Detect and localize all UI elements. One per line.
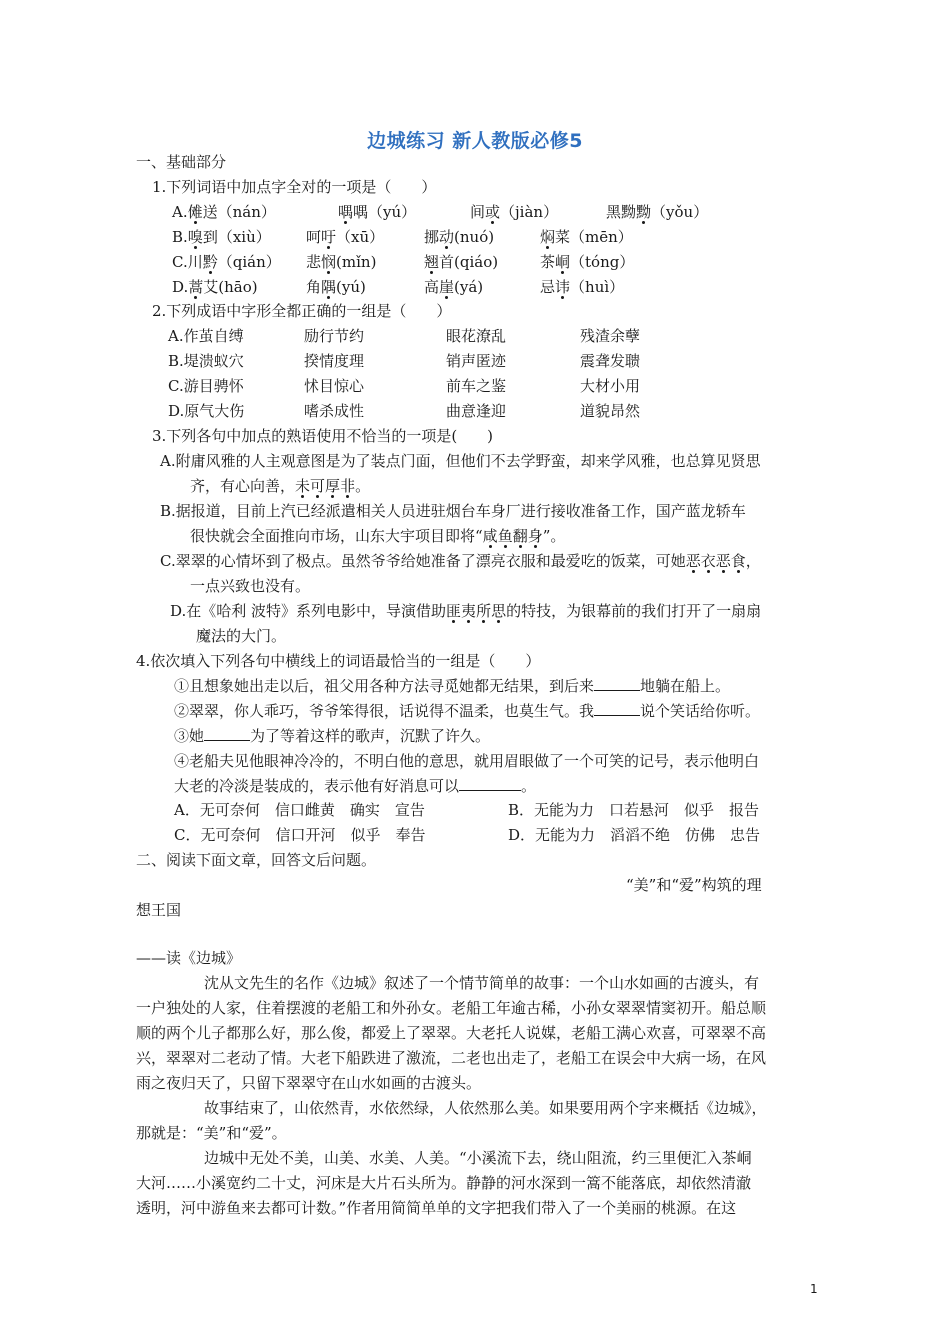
q3-option-a-line2: 齐，有心向善，未可厚非。 (190, 477, 371, 495)
q4-option-d: D．无能为力 滔滔不绝 仿佛 忠告 (508, 826, 761, 844)
q2-idiom: B.堤溃蚁穴 (168, 352, 244, 370)
q1-option-a-term-3: 间或（jiàn） (470, 203, 559, 221)
q4-sentence-4: ④老船夫见他眼神冷冷的，不明白他的意思，就用眉眼做了一个可笑的记号，表示他明白 (174, 752, 760, 770)
q2-idiom: 眼花潦乱 (446, 327, 507, 345)
dotted-character: 动 (439, 228, 455, 246)
q3-option-b-line2: 很快就会全面推向市场，山东大宇项目即将“咸鱼翻身”。 (190, 527, 566, 545)
article-title-line1: “美”和“爱”构筑的理 (626, 876, 762, 894)
dotted-character: 身 (527, 527, 543, 545)
article-line: 兴，翠翠对二老动了情。大老下船跌进了激流，二老也出走了，老船工在误会中大病一场，在风 (136, 1049, 767, 1067)
article-title-line2: 想王国 (136, 901, 182, 919)
q4-option-a: A．无可奈何 信口雌黄 确实 宣告 (174, 801, 425, 819)
q2-idiom: A.作茧自缚 (168, 327, 244, 345)
q3-d-dotted-phrase (446, 602, 506, 620)
q1-option-a-term-4: 黑黝黝（yǒu） (606, 203, 709, 221)
q2-idiom: 揆情度理 (304, 352, 365, 370)
q1-option-label: C. (172, 253, 188, 271)
article-line: 顺的两个儿子都那么好，那么俊，都爱上了翠翠。大老托人说媒，老船工满心欢喜，可翠翠不高 (136, 1024, 767, 1042)
dotted-character: 傩 (187, 203, 203, 221)
dotted-character: 恶 (715, 552, 731, 570)
q2-idiom: C.游目骋怀 (168, 377, 244, 395)
dotted-character: 咸 (482, 527, 498, 545)
q1-stem: 1.下列词语中加点字全对的一项是（ ） (152, 178, 437, 196)
q1-option-b-term-3: 挪动(nuó) (424, 228, 495, 246)
dotted-character: 或 (485, 203, 501, 221)
dotted-character: 蒿 (188, 278, 204, 296)
dotted-character: 可 (310, 477, 326, 495)
section-1-heading: 一、基础部分 (136, 153, 227, 171)
dotted-character: 黔 (202, 253, 218, 271)
q3-option-c-line2: 一点兴致也没有。 (190, 577, 311, 595)
dotted-character: 夷 (461, 602, 477, 620)
q3-option-d-line1: D.在《哈利 波特》系列电影中，导演借助匪夷所思的特技，为银幕前的我们打开了一扇扇 (170, 602, 762, 620)
dotted-character: 所 (476, 602, 492, 620)
q2-stem: 2.下列成语中字形全都正确的一组是（ ） (152, 302, 452, 320)
q4-blank-2 (594, 700, 640, 716)
q1-option-c-term-2: 悲悯(mǐn) (306, 253, 377, 271)
q4-sentence-3: ③她 为了等着这样的歌声，沉默了许久。 (174, 727, 491, 745)
dotted-character: 衣 (700, 552, 716, 570)
q3-option-d-line2: 魔法的大门。 (196, 627, 287, 645)
q2-idiom: 励行节约 (304, 327, 365, 345)
q1-option-b-term-1: B.嗅到（xiù） (172, 228, 271, 246)
q4-option-b: B．无能为力 口若悬河 似乎 报告 (508, 801, 760, 819)
dotted-character: 黝 (636, 203, 652, 221)
q1-option-d-term-4: 忌讳（huì） (540, 278, 625, 296)
q4-blank-3 (204, 725, 250, 741)
article-line: 故事结束了，山依然青，水依然绿，人依然那么美。如果要用两个字来概括《边城》， (204, 1099, 767, 1117)
article-line: 沈从文先生的名作《边城》叙述了一个情节简单的故事：一个山水如画的古渡头，有 (204, 974, 760, 992)
dotted-character: 恶 (685, 552, 701, 570)
dotted-character: 食 (730, 552, 746, 570)
q1-option-a-term-2: 喁喁（yú） (338, 203, 417, 221)
q2-idiom: 销声匿迹 (446, 352, 507, 370)
dotted-character: 峒 (555, 253, 571, 271)
q3-option-c-line1: C.翠翠的心情坏到了极点。虽然爷爷给她准备了漂亮衣服和最爱吃的饭菜，可她恶衣恶食， (160, 552, 761, 570)
q4-option-c: C．无可奈何 信口开河 似乎 奉告 (174, 826, 426, 844)
dotted-character: 崖 (439, 278, 455, 296)
dotted-character: 匪 (446, 602, 462, 620)
q2-idiom: 道貌昂然 (580, 402, 641, 420)
q1-option-label: B. (172, 228, 188, 246)
article-line: 那就是：“美”和“爱”。 (136, 1124, 287, 1142)
q2-idiom: 残渣余孽 (580, 327, 641, 345)
q4-blank-4 (459, 775, 521, 791)
q3-a-dotted-phrase (295, 477, 355, 495)
q1-option-a-term-1: A.傩送（nán） (172, 203, 276, 221)
dotted-character: 讳 (555, 278, 571, 296)
q1-option-d-term-2: 角隅(yú) (306, 278, 366, 296)
q1-option-label: A. (172, 203, 188, 221)
dotted-character: 厚 (325, 477, 341, 495)
dotted-character: 悯 (321, 253, 337, 271)
q1-option-b-term-4: 焖菜（mēn） (540, 228, 633, 246)
q1-option-d-term-1: D.蒿艾(hāo) (172, 278, 258, 296)
q4-blank-1 (594, 675, 640, 691)
q1-option-d-term-3: 高崖(yá) (424, 278, 484, 296)
q2-idiom: 震聋发聩 (580, 352, 641, 370)
q3-stem: 3.下列各句中加点的熟语使用不恰当的一项是( ) (152, 427, 494, 445)
document-title: 边城练习 新人教版必修5 (367, 130, 583, 152)
dotted-character: 未 (295, 477, 311, 495)
article-line: 雨之夜归天了，只留下翠翠守在山水如画的古渡头。 (136, 1074, 482, 1092)
dotted-character: 翻 (512, 527, 528, 545)
article-line: 透明，河中游鱼来去都可计数。”作者用简简单单的文字把我们带入了一个美丽的桃源。在这 (136, 1199, 737, 1217)
dotted-character: 焖 (540, 228, 556, 246)
q1-option-c-term-3: 翘首(qiáo) (424, 253, 499, 271)
dotted-character: 鱼 (497, 527, 513, 545)
q1-option-b-term-2: 呵吁（xū） (306, 228, 385, 246)
q1-option-c-term-4: 茶峒（tóng） (540, 253, 635, 271)
q4-stem: 4.依次填入下列各句中横线上的词语最恰当的一组是（ ） (136, 652, 541, 670)
article-line: 一户独处的人家，住着摆渡的老船工和外孙女。老船工年逾古稀，小孙女翠翠情窦初开。船总顺 (136, 999, 767, 1017)
q2-idiom: D.原气大伤 (168, 402, 245, 420)
q2-idiom: 前车之鉴 (446, 377, 507, 395)
article-line: 大河……小溪宽约二十丈，河床是大片石头所为。静静的河水深到一篙不能落底，却依然清澈 (136, 1174, 752, 1192)
q3-b-dotted-phrase (483, 527, 543, 545)
section-2-heading: 二、阅读下面文章，回答文后问题。 (136, 851, 377, 869)
dotted-character: 隅 (321, 278, 337, 296)
article-line: 边城中无处不美，山美、水美、人美。“小溪流下去，绕山阻流，约三里便汇入茶峒 (204, 1149, 752, 1167)
q4-sentence-2: ②翠翠，你人乖巧，爷爷笨得很，话说得不温柔，也莫生气。我 说个笑话给你听。 (174, 702, 761, 720)
dotted-character: 翘 (424, 253, 440, 271)
q1-option-c-term-1: C.川黔（qián） (172, 253, 281, 271)
q2-idiom: 曲意逢迎 (446, 402, 507, 420)
dotted-character: 吁 (321, 228, 337, 246)
dotted-character: 非 (340, 477, 356, 495)
q4-sentence-5: 大老的冷淡是装成的，表示他有好消息可以 。 (174, 777, 537, 795)
q3-option-a-line1: A.附庸风雅的人主观意图是为了装点门面，但他们不去学野蛮，却来学风雅，也总算见贤思 (160, 452, 761, 470)
q2-idiom: 大材小用 (580, 377, 641, 395)
q1-option-label: D. (172, 278, 189, 296)
q2-idiom: 嗜杀成性 (304, 402, 365, 420)
dotted-character: 喁 (338, 203, 354, 221)
dotted-character: 嗅 (187, 228, 203, 246)
q2-idiom: 怵目惊心 (304, 377, 365, 395)
q3-option-b-line1: B.据报道，目前上汽已经派遣相关人员进驻烟台车身厂进行接收准备工作，国产蓝龙轿车 (160, 502, 746, 520)
dotted-character: 思 (491, 602, 507, 620)
page-number: 1 (810, 1282, 818, 1296)
q3-c-dotted-phrase (686, 552, 746, 570)
article-subtitle: ——读《边城》 (136, 949, 242, 967)
q4-sentence-1: ①且想象她出走以后，祖父用各种方法寻觅她都无结果，到后来 地躺在船上。 (174, 677, 731, 695)
